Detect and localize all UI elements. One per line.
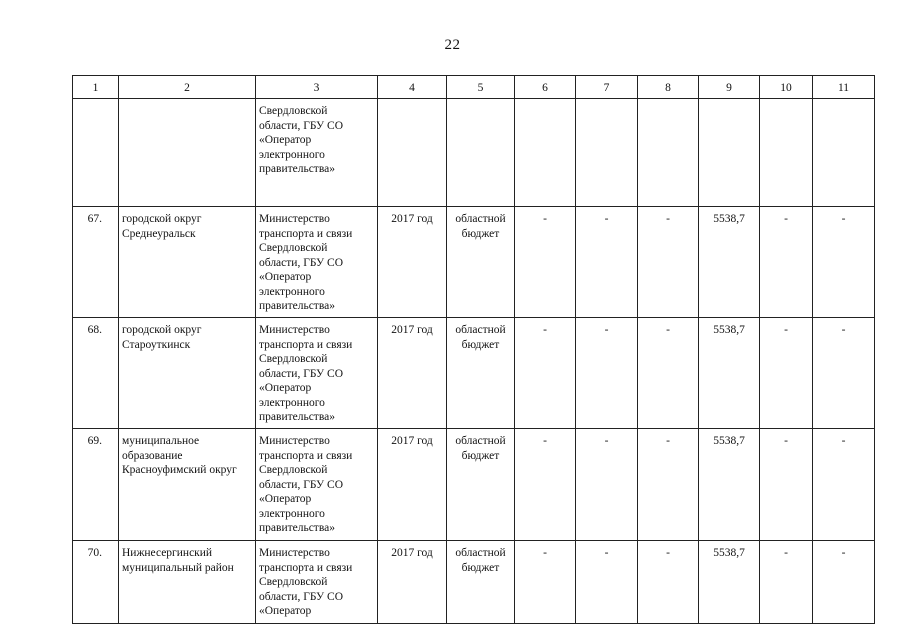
row-number: 70.: [73, 541, 119, 624]
municipality-cell: [119, 99, 256, 207]
value-cell: 5538,7: [699, 207, 760, 318]
value-cell: -: [813, 429, 875, 541]
row-number: 68.: [73, 318, 119, 429]
value-cell: -: [576, 207, 638, 318]
executor-cell: Министерство транспорта и связи Свердловской области, ГБУ СО «Оператор электронного правительства»: [256, 429, 378, 541]
value-cell: -: [638, 541, 699, 624]
value-cell: -: [813, 207, 875, 318]
table-row: [73, 207, 875, 318]
value-cell: [576, 99, 638, 207]
program-table: [72, 75, 875, 624]
municipality-cell: городской округ Среднеуральск: [119, 207, 256, 318]
value-cell: [760, 99, 813, 207]
executor-cell: Министерство транспорта и связи Свердловской области, ГБУ СО «Оператор электронного правительства»: [256, 318, 378, 429]
value-cell: -: [760, 429, 813, 541]
value-cell: -: [515, 429, 576, 541]
municipality-cell: городской округ Староуткинск: [119, 318, 256, 429]
table-row: [73, 429, 875, 541]
column-header: 6: [515, 76, 576, 99]
year-cell: 2017 год: [378, 429, 447, 541]
value-cell: -: [638, 429, 699, 541]
table-row: [73, 541, 875, 624]
column-header: 4: [378, 76, 447, 99]
value-cell: -: [813, 318, 875, 429]
table-row: [73, 318, 875, 429]
column-header: 2: [119, 76, 256, 99]
year-cell: [378, 99, 447, 207]
value-cell: -: [638, 207, 699, 318]
year-cell: 2017 год: [378, 207, 447, 318]
table-row: [73, 99, 875, 207]
row-number: [73, 99, 119, 207]
value-cell: 5538,7: [699, 429, 760, 541]
executor-cell: Свердловской области, ГБУ СО «Оператор электронного правительства»: [256, 99, 378, 207]
column-header: 9: [699, 76, 760, 99]
value-cell: -: [515, 318, 576, 429]
column-header: 10: [760, 76, 813, 99]
column-header: 5: [447, 76, 515, 99]
year-cell: 2017 год: [378, 541, 447, 624]
row-number: 67.: [73, 207, 119, 318]
value-cell: 5538,7: [699, 541, 760, 624]
value-cell: [813, 99, 875, 207]
value-cell: -: [515, 207, 576, 318]
table-header-row: [73, 76, 875, 99]
municipality-cell: Нижнесергинский муниципальный район: [119, 541, 256, 624]
source-cell: областной бюджет: [447, 207, 515, 318]
row-number: 69.: [73, 429, 119, 541]
column-header: 3: [256, 76, 378, 99]
value-cell: -: [760, 207, 813, 318]
value-cell: [638, 99, 699, 207]
page-number: 22: [444, 37, 461, 53]
value-cell: -: [515, 541, 576, 624]
year-cell: 2017 год: [378, 318, 447, 429]
value-cell: -: [576, 429, 638, 541]
executor-cell: Министерство транспорта и связи Свердловской области, ГБУ СО «Оператор: [256, 541, 378, 624]
column-header: 8: [638, 76, 699, 99]
value-cell: -: [576, 541, 638, 624]
column-header: 11: [813, 76, 875, 99]
source-cell: областной бюджет: [447, 541, 515, 624]
column-header: 7: [576, 76, 638, 99]
value-cell: -: [576, 318, 638, 429]
value-cell: -: [638, 318, 699, 429]
municipality-cell: муниципальное образование Красноуфимский округ: [119, 429, 256, 541]
source-cell: областной бюджет: [447, 429, 515, 541]
value-cell: [515, 99, 576, 207]
value-cell: -: [760, 318, 813, 429]
source-cell: областной бюджет: [447, 318, 515, 429]
executor-cell: Министерство транспорта и связи Свердловской области, ГБУ СО «Оператор электронного правительства»: [256, 207, 378, 318]
source-cell: [447, 99, 515, 207]
value-cell: -: [813, 541, 875, 624]
value-cell: 5538,7: [699, 318, 760, 429]
column-header: 1: [73, 76, 119, 99]
value-cell: [699, 99, 760, 207]
value-cell: -: [760, 541, 813, 624]
